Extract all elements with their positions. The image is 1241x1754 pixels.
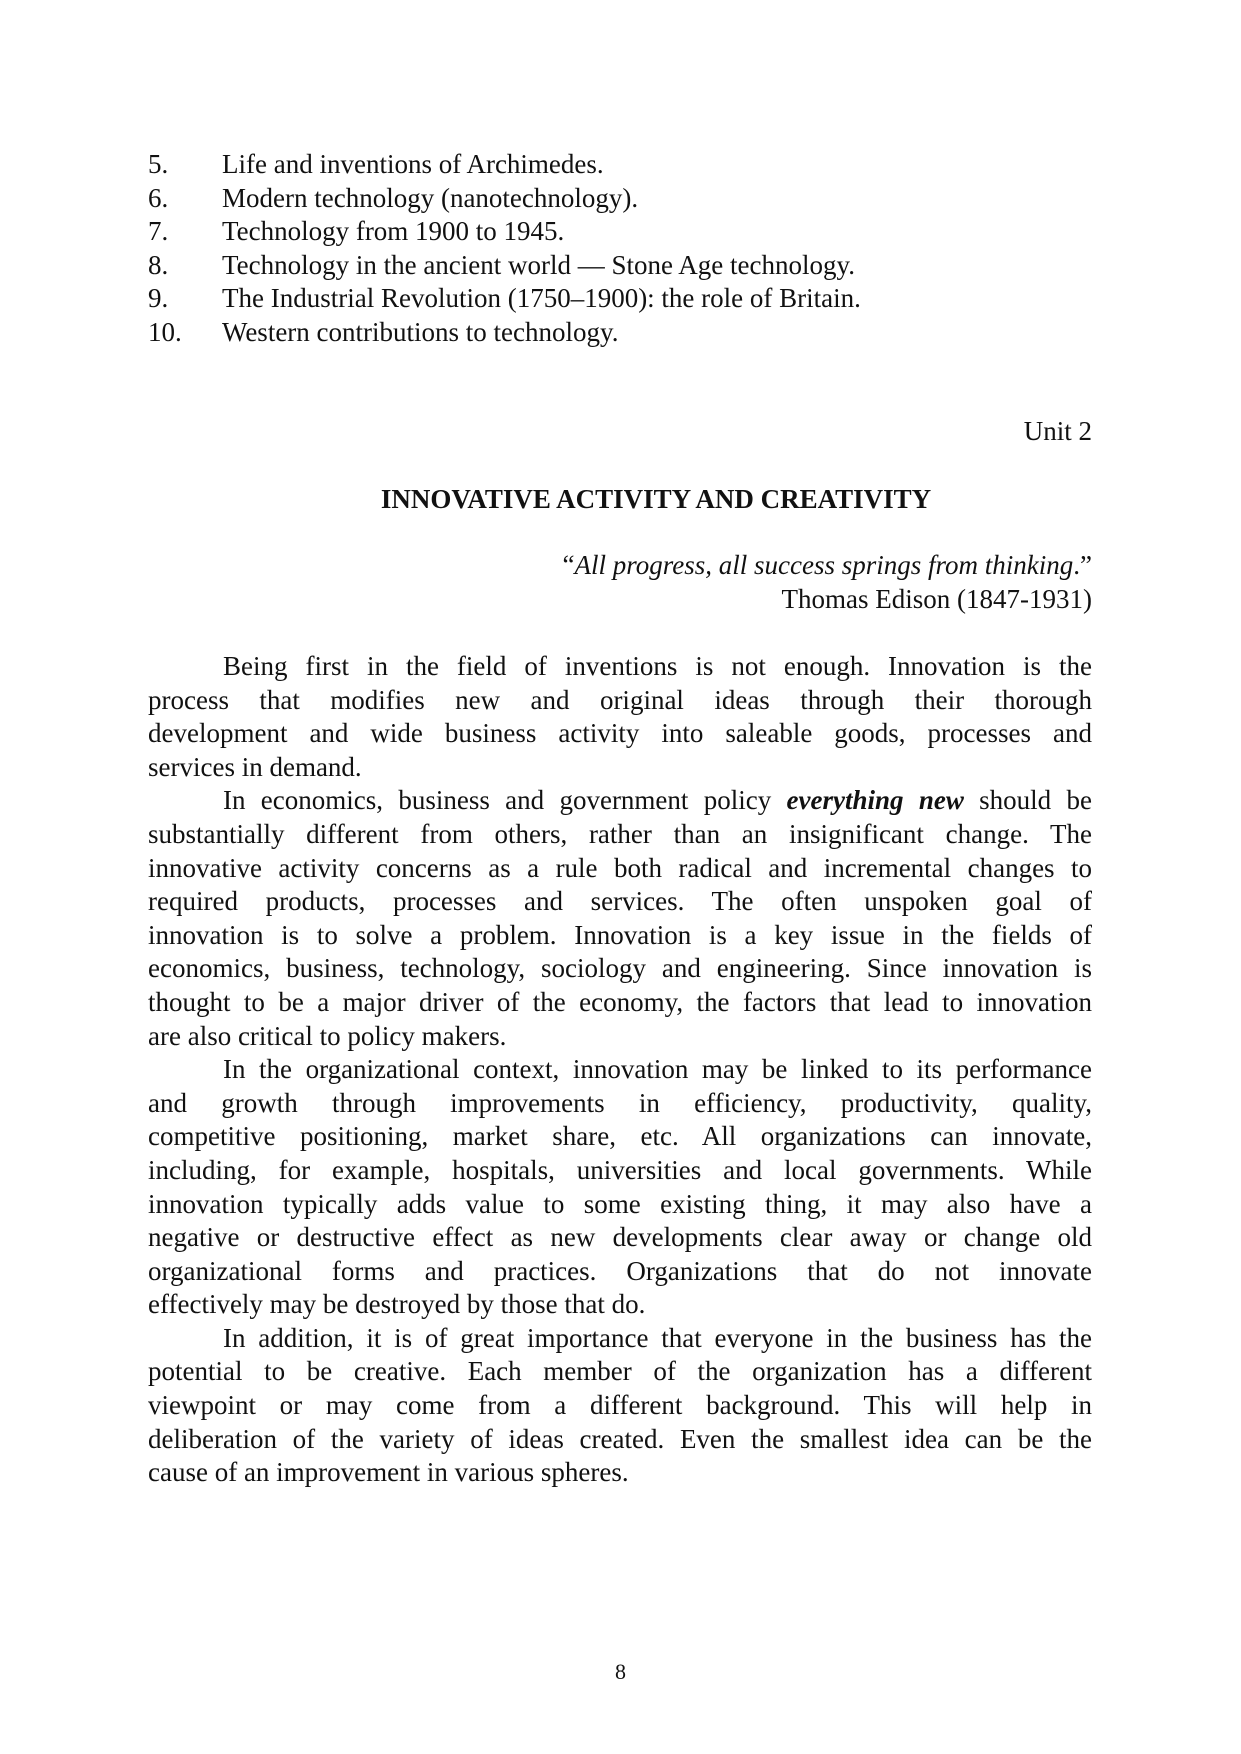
epigraph-quote <box>563 549 1092 583</box>
quote-text: All progress, all success springs from thinking <box>574 550 1074 580</box>
emphasis-text: everything new <box>786 785 964 816</box>
paragraph <box>148 650 1092 784</box>
text-line: negative or destructive effect as new developments clear away or change old <box>148 1222 1092 1253</box>
section-title: INNOVATIVE ACTIVITY AND CREATIVITY <box>380 484 932 514</box>
paragraph <box>148 784 1092 1053</box>
epigraph-author: Thomas Edison (1847-1931) <box>781 584 1092 614</box>
text-line <box>148 784 1092 818</box>
list-number: 6. <box>148 182 169 213</box>
text-segment: In economics, business and government policy <box>223 785 787 816</box>
text-line: cause of an improvement in various spheres. <box>148 1457 629 1488</box>
list-number: 8. <box>148 249 169 280</box>
list-number: 10. <box>148 316 182 347</box>
text-line: organizational forms and practices. Organizations that do not innovate <box>148 1255 1092 1286</box>
list-text: Technology in the ancient world — Stone Age technology. <box>222 249 855 280</box>
text-segment: should be <box>963 785 1092 816</box>
topic-list <box>148 148 861 350</box>
text-line: effectively may be destroyed by those that do. <box>148 1289 646 1320</box>
text-line: viewpoint or may come from a different background. This will help in <box>148 1390 1092 1421</box>
text-line: potential to be creative. Each member of the organization has a different <box>148 1356 1092 1387</box>
list-text: The Industrial Revolution (1750–1900): the role of Britain. <box>222 283 861 314</box>
list-text: Modern technology (nanotechnology). <box>222 182 639 213</box>
list-item <box>148 148 861 182</box>
list-text: Technology from 1900 to 1945. <box>222 216 565 247</box>
text-line: In the organizational context, innovation may be linked to its performance <box>223 1054 1092 1085</box>
text-line: In addition, it is of great importance that everyone in the business has the <box>223 1322 1092 1353</box>
unit-label: Unit 2 <box>1023 416 1092 446</box>
text-line: thought to be a major driver of the economy, the factors that lead to innovation <box>148 986 1092 1017</box>
text-line: economics, business, technology, sociology and engineering. Since innovation is <box>148 953 1092 984</box>
text-line: deliberation of the variety of ideas created. Even the smallest idea can be the <box>148 1423 1092 1454</box>
paragraph <box>148 1322 1092 1490</box>
text-line: required products, processes and services. The often unspoken goal of <box>148 886 1092 917</box>
text-line: services in demand. <box>148 751 362 782</box>
quote-open: “ <box>562 550 575 580</box>
text-line: innovative activity concerns as a rule both radical and incremental changes to <box>148 852 1092 883</box>
list-item <box>148 182 861 216</box>
list-item <box>148 316 861 350</box>
list-number: 7. <box>148 216 169 247</box>
text-line: development and wide business activity into saleable goods, processes and <box>148 718 1092 749</box>
text-line: and growth through improvements in efficiency, productivity, quality, <box>148 1087 1092 1118</box>
text-line: innovation typically adds value to some existing thing, it may also have a <box>148 1188 1092 1219</box>
text-line: process that modifies new and original ideas through their thorough <box>148 684 1092 715</box>
list-text: Western contributions to technology. <box>222 316 619 347</box>
list-item <box>148 215 861 249</box>
body-text <box>148 650 1092 1490</box>
paragraph <box>148 1053 1092 1322</box>
list-text: Life and inventions of Archimedes. <box>222 149 604 179</box>
list-item <box>148 282 861 316</box>
list-number: 9. <box>148 283 169 314</box>
text-line: innovation is to solve a problem. Innovation is a key issue in the fields of <box>148 919 1092 950</box>
text-line: Being first in the field of inventions is not enough. Innovation is the <box>223 651 1092 681</box>
text-line: are also critical to policy makers. <box>148 1020 507 1051</box>
list-item <box>148 249 861 283</box>
text-line: competitive positioning, market share, etc. All organizations can innovate, <box>148 1121 1092 1152</box>
page-number: 8 <box>615 1659 626 1684</box>
text-line: substantially different from others, rather than an insignificant change. The <box>148 818 1092 849</box>
quote-close: .” <box>1073 550 1092 580</box>
text-line: including, for example, hospitals, universities and local governments. While <box>148 1154 1092 1185</box>
list-number: 5. <box>148 149 169 179</box>
